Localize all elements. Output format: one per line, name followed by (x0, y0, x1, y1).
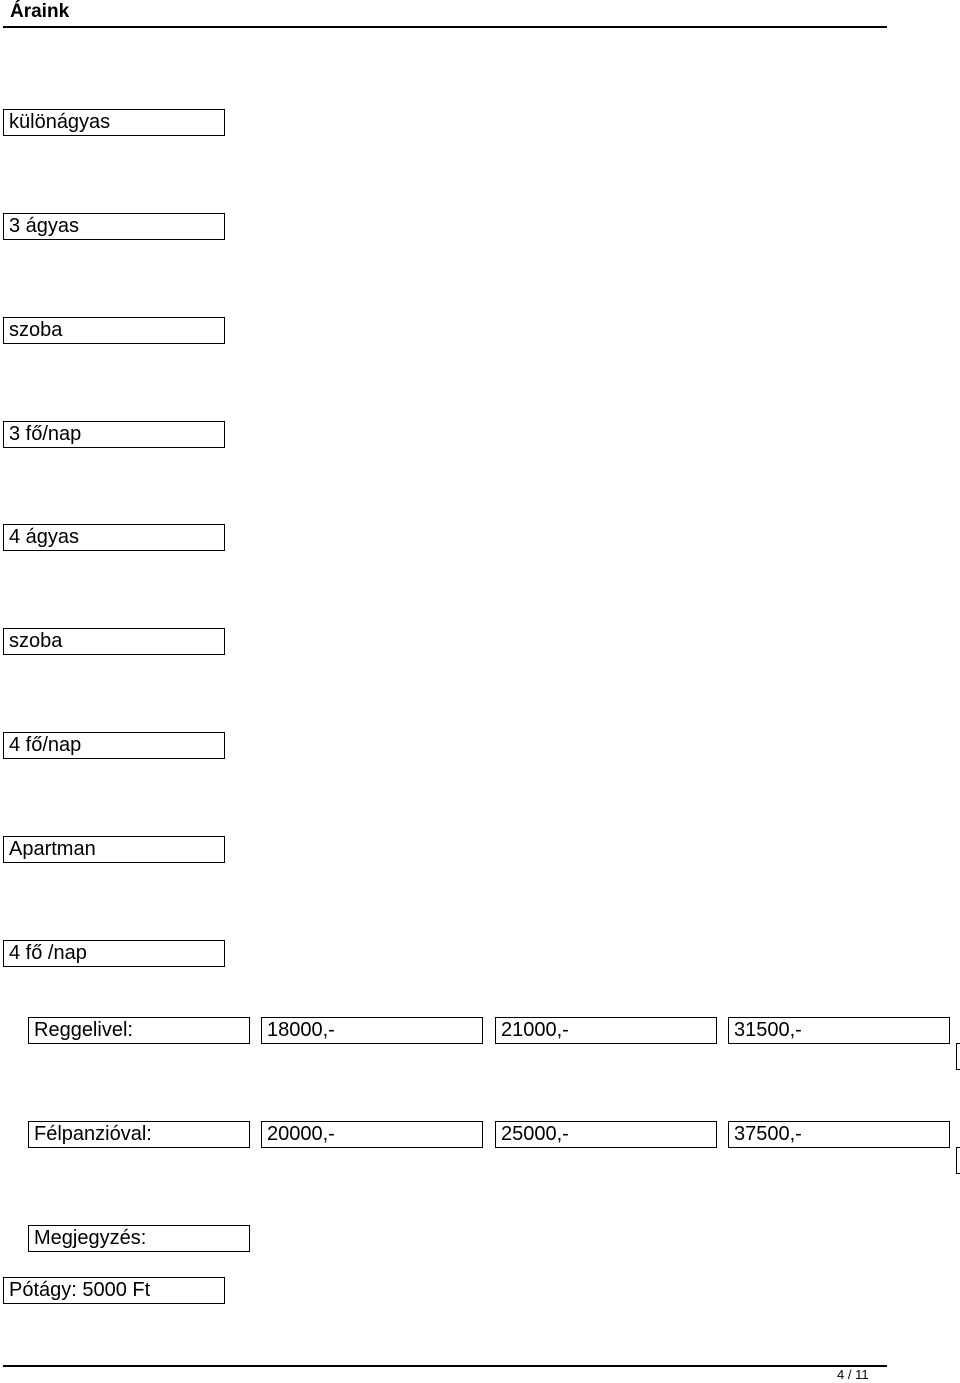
page-number: 4 / 11 (837, 1367, 869, 1382)
room-label: 3 fő/nap (3, 421, 225, 448)
room-label: 4 ágyas (3, 524, 225, 551)
price-cell: 18000,- (261, 1017, 483, 1044)
notes-label: Megjegyzés: (28, 1225, 250, 1252)
footer-rule (3, 1365, 887, 1367)
page-title: Áraink (10, 1, 70, 22)
price-row-label-breakfast: Reggelivel: (28, 1017, 250, 1044)
room-label: 4 fő /nap (3, 940, 225, 967)
extra-bed-note: Pótágy: 5000 Ft (3, 1277, 225, 1304)
room-label: 4 fő/nap (3, 732, 225, 759)
price-cell: 21000,- (495, 1017, 717, 1044)
room-label: szoba (3, 628, 225, 655)
room-label: 3 ágyas (3, 213, 225, 240)
price-row-label-half-board: Félpanzióval: (28, 1121, 250, 1148)
price-cell: 20000,- (261, 1121, 483, 1148)
room-label: Apartman (3, 836, 225, 863)
room-label: különágyas (3, 109, 225, 136)
price-cell: 37500,- (728, 1121, 950, 1148)
room-label: szoba (3, 317, 225, 344)
header-rule (3, 26, 887, 28)
price-cell: 25000,- (495, 1121, 717, 1148)
cut-off-cell (956, 1043, 960, 1070)
cut-off-cell (956, 1147, 960, 1174)
price-cell: 31500,- (728, 1017, 950, 1044)
